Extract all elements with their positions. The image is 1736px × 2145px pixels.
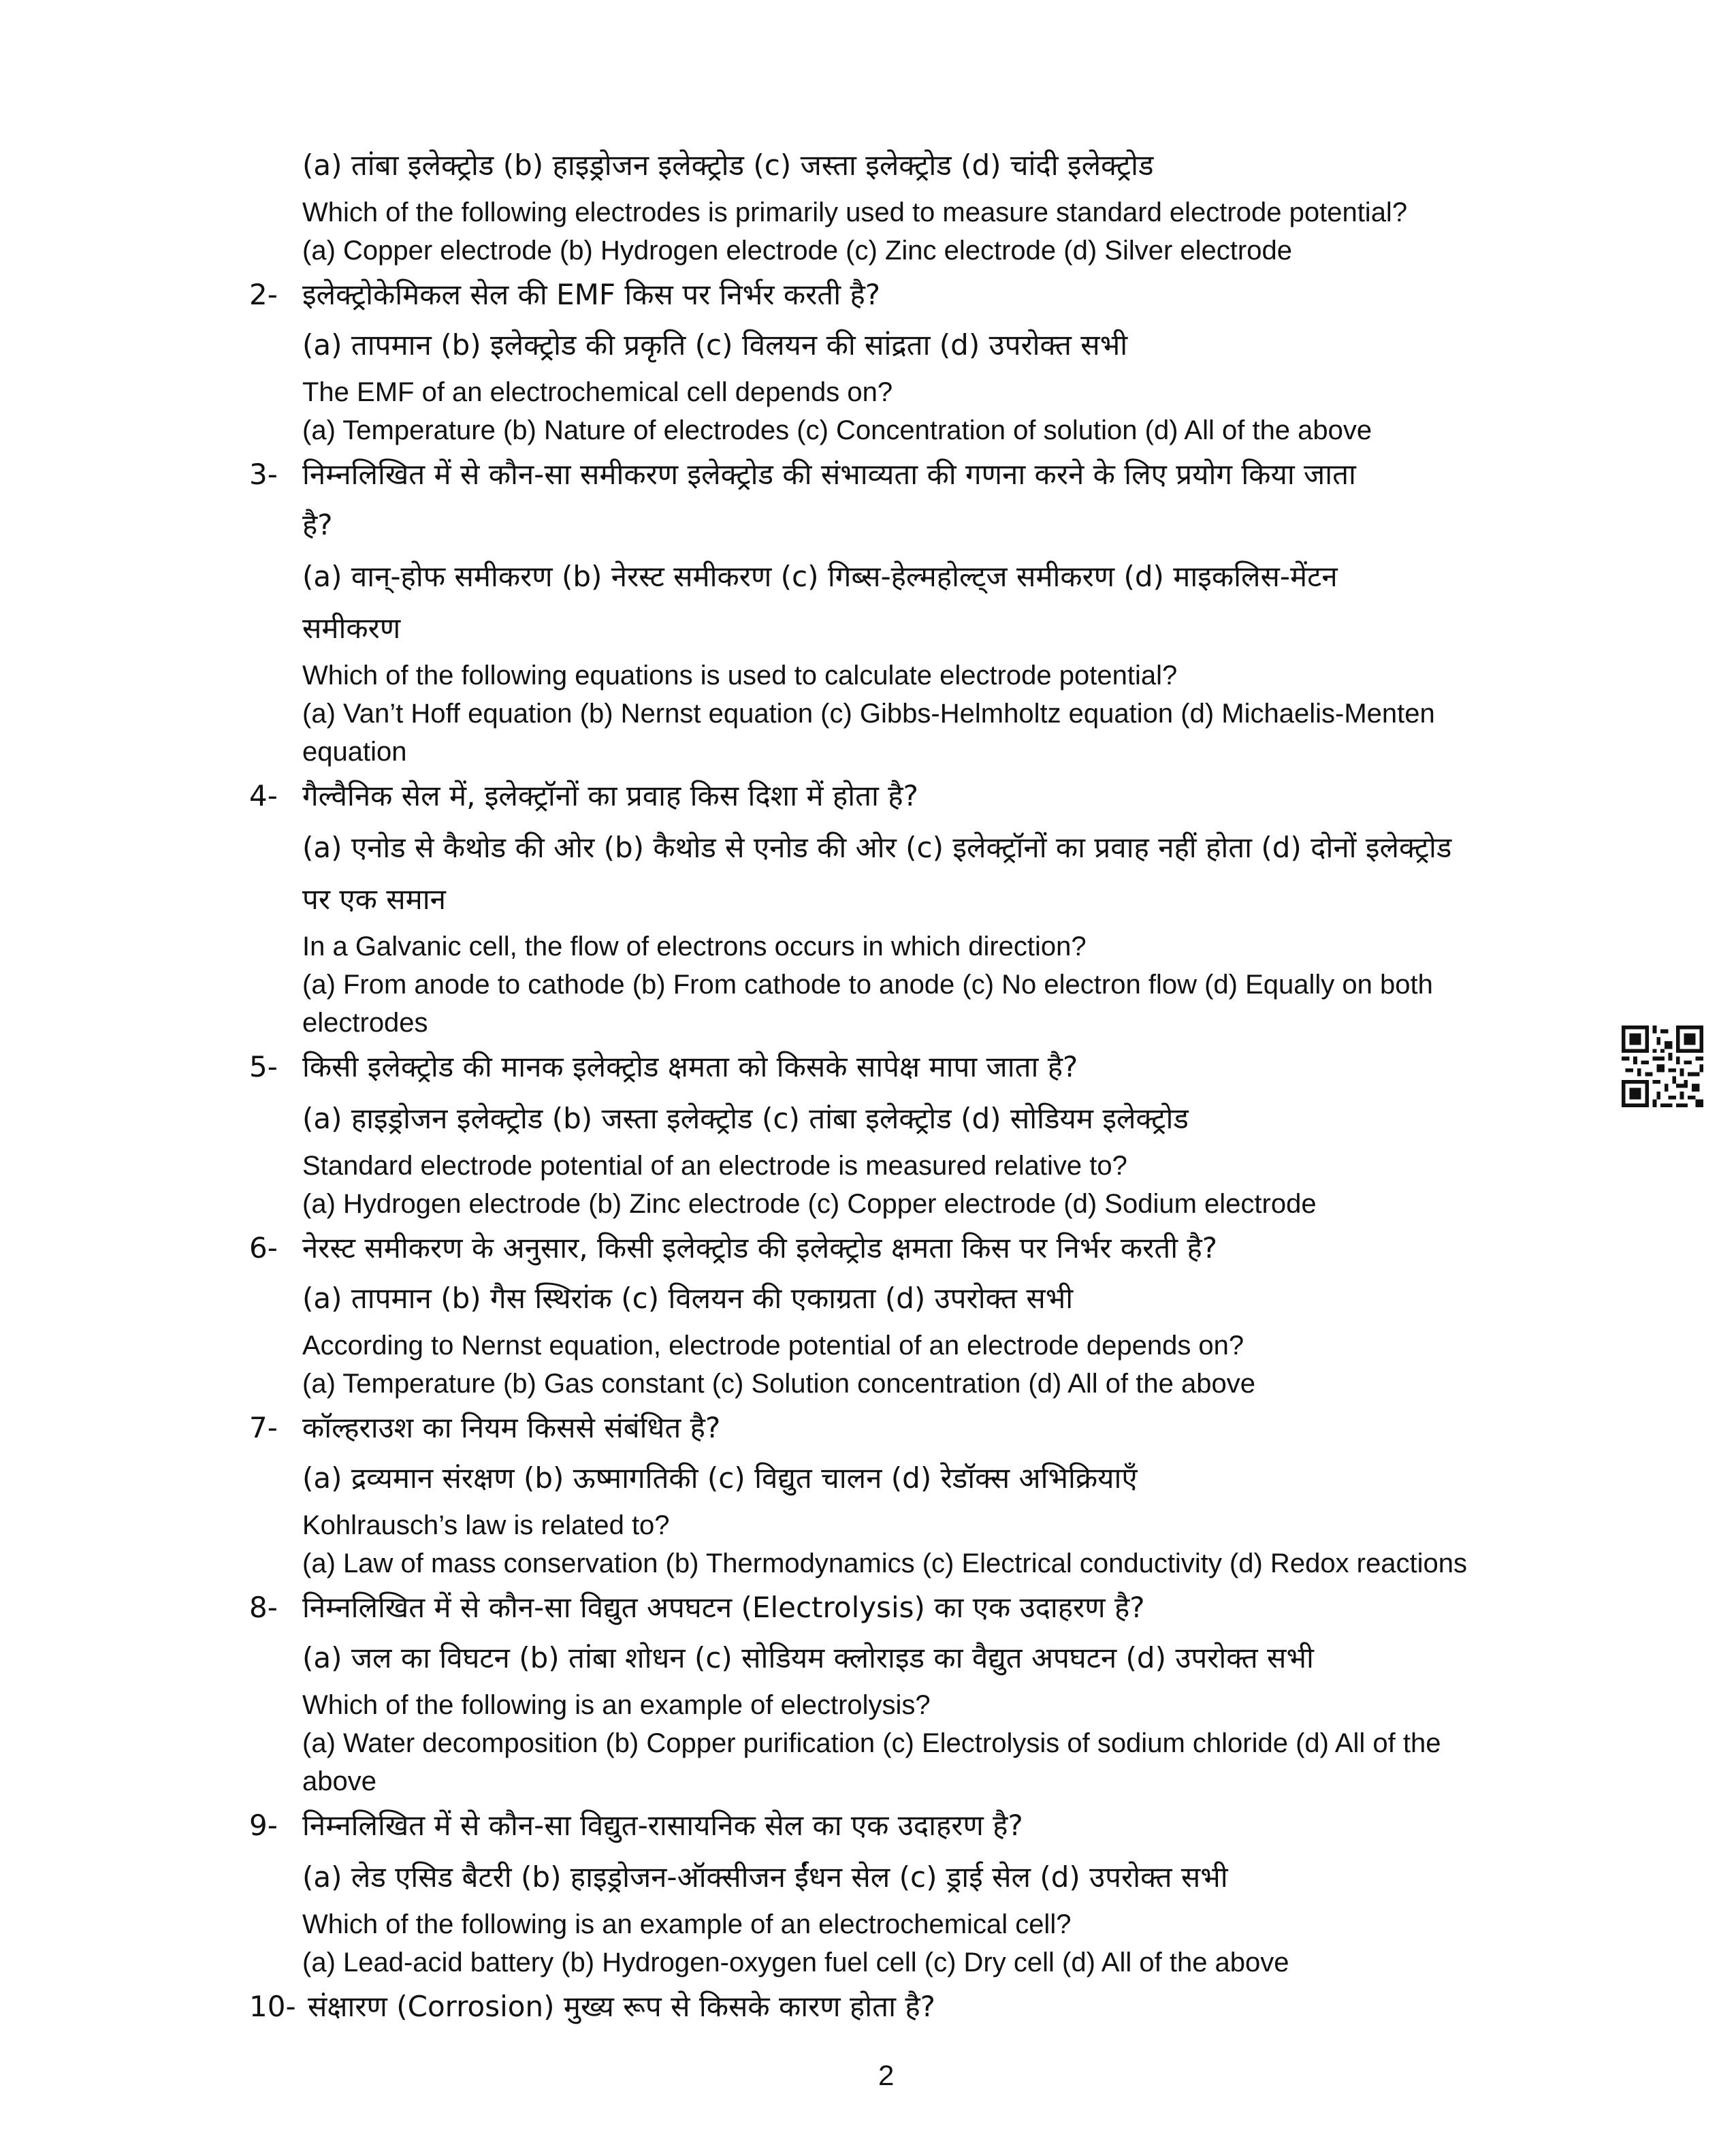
q2-options-hindi: (a) तापमान (b) इलेक्ट्रोड की प्रकृति (c) विलयन की सांद्रता (d) उपरोक्त सभी	[302, 328, 1128, 362]
q4-options-hindi-line2: पर एक समान	[302, 883, 446, 916]
q9-question-hindi: निम्नलिखित में से कौन-सा विद्युत-रासायनिक सेल का एक उदाहरण है?	[302, 1809, 1023, 1842]
q3-number: 3-	[249, 458, 278, 491]
q6-question-english: According to Nernst equation, electrode potential of an electrode depends on?	[302, 1331, 1244, 1361]
q8-options-hindi: (a) जल का विघटन (b) तांबा शोधन (c) सोडियम क्लोराइड का वैद्युत अपघटन (d) उपरोक्त सभी	[302, 1641, 1314, 1674]
q4-number: 4-	[249, 779, 278, 812]
q2-options-english: (a) Temperature (b) Nature of electrodes (c) Concentration of solution (d) All of the above	[302, 415, 1372, 445]
q4-options-hindi-line1: (a) एनोड से कैथोड की ओर (b) कैथोड से एनोड की ओर (c) इलेक्ट्रॉनों का प्रवाह नहीं होता (d) दोनों इलेक्ट्रोड	[302, 831, 1452, 864]
q7-options-hindi: (a) द्रव्यमान संरक्षण (b) ऊष्मागतिकी (c) विद्युत चालन (d) रेडॉक्स अभिक्रियाएँ	[302, 1461, 1138, 1495]
q8-options-english-line2: above	[302, 1766, 376, 1796]
q1-options-hindi: (a) तांबा इलेक्ट्रोड (b) हाइड्रोजन इलेक्ट्रोड (c) जस्ता इलेक्ट्रोड (d) चांदी इलेक्ट्रोड	[302, 148, 1154, 182]
qr-code-icon	[1622, 1026, 1703, 1107]
q2-question-hindi: इलेक्ट्रोकेमिकल सेल की EMF किस पर निर्भर करती है?	[302, 278, 881, 311]
q6-options-english: (a) Temperature (b) Gas constant (c) Solution concentration (d) All of the above	[302, 1369, 1255, 1399]
q9-options-english: (a) Lead-acid battery (b) Hydrogen-oxygen fuel cell (c) Dry cell (d) All of the above	[302, 1948, 1289, 1977]
q3-question-hindi-line1: निम्नलिखित में से कौन-सा समीकरण इलेक्ट्रोड की संभाव्यता की गणना करने के लिए प्रयोग किया जाता	[302, 458, 1356, 491]
page-number: 2	[878, 2059, 895, 2091]
q9-question-english: Which of the following is an example of an electrochemical cell?	[302, 1909, 1072, 1939]
q3-options-english-line2: equation	[302, 737, 407, 767]
q10-number: 10-	[249, 1990, 296, 2023]
q3-options-english-line1: (a) Van’t Hoff equation (b) Nernst equation (c) Gibbs-Helmholtz equation (d) Michaelis-Menten	[302, 699, 1435, 729]
q10-question-hindi: संक्षारण (Corrosion) मुख्य रूप से किसके कारण होता है?	[308, 1990, 935, 2023]
q8-options-english-line1: (a) Water decomposition (b) Copper purification (c) Electrolysis of sodium chloride (d) All of the	[302, 1728, 1441, 1758]
q2-question-english: The EMF of an electrochemical cell depends on?	[302, 377, 893, 407]
q8-question-hindi: निम्नलिखित में से कौन-सा विद्युत अपघटन (Electrolysis) का एक उदाहरण है?	[302, 1591, 1145, 1624]
q8-number: 8-	[249, 1591, 278, 1624]
q4-options-english-line1: (a) From anode to cathode (b) From cathode to anode (c) No electron flow (d) Equally on both	[302, 970, 1433, 1000]
q4-question-english: In a Galvanic cell, the flow of electrons occurs in which direction?	[302, 932, 1087, 962]
q3-question-english: Which of the following equations is used to calculate electrode potential?	[302, 661, 1178, 690]
q5-options-english: (a) Hydrogen electrode (b) Zinc electrode (c) Copper electrode (d) Sodium electrode	[302, 1189, 1317, 1219]
q3-options-hindi-line2: समीकरण	[302, 611, 401, 645]
q1-options-english: (a) Copper electrode (b) Hydrogen electrode (c) Zinc electrode (d) Silver electrode	[302, 236, 1292, 266]
q7-number: 7-	[249, 1411, 278, 1444]
q5-options-hindi: (a) हाइड्रोजन इलेक्ट्रोड (b) जस्ता इलेक्ट्रोड (c) तांबा इलेक्ट्रोड (d) सोडियम इलेक्ट्रोड	[302, 1102, 1189, 1135]
q4-options-english-line2: electrodes	[302, 1008, 428, 1038]
q5-question-hindi: किसी इलेक्ट्रोड की मानक इलेक्ट्रोड क्षमता को किसके सापेक्ष मापा जाता है?	[302, 1050, 1078, 1083]
q5-number: 5-	[249, 1050, 278, 1083]
q2-number: 2-	[249, 278, 278, 311]
q8-question-english: Which of the following is an example of electrolysis?	[302, 1690, 931, 1720]
q7-options-english: (a) Law of mass conservation (b) Thermodynamics (c) Electrical conductivity (d) Redox reactions	[302, 1548, 1467, 1578]
q3-options-hindi-line1: (a) वान्-होफ समीकरण (b) नेरस्ट समीकरण (c) गिब्स-हेल्महोल्ट्ज समीकरण (d) माइकलिस-मेंटन	[302, 560, 1338, 593]
q9-number: 9-	[249, 1809, 278, 1842]
q1-question-english: Which of the following electrodes is primarily used to measure standard electrode potential?	[302, 197, 1408, 227]
q5-question-english: Standard electrode potential of an electrode is measured relative to?	[302, 1151, 1127, 1181]
q9-options-hindi: (a) लेड एसिड बैटरी (b) हाइड्रोजन-ऑक्सीजन ईंधन सेल (c) ड्राई सेल (d) उपरोक्त सभी	[302, 1860, 1228, 1894]
q6-number: 6-	[249, 1231, 278, 1265]
q3-question-hindi-line2: है?	[302, 508, 333, 541]
q6-question-hindi: नेरस्ट समीकरण के अनुसार, किसी इलेक्ट्रोड की इलेक्ट्रोड क्षमता किस पर निर्भर करती है?	[302, 1231, 1218, 1265]
q4-question-hindi: गैल्वैनिक सेल में, इलेक्ट्रॉनों का प्रवाह किस दिशा में होता है?	[302, 779, 918, 812]
q6-options-hindi: (a) तापमान (b) गैस स्थिरांक (c) विलयन की एकाग्रता (d) उपरोक्त सभी	[302, 1282, 1074, 1315]
q7-question-hindi: कॉल्हराउश का नियम किससे संबंधित है?	[302, 1411, 721, 1444]
q7-question-english: Kohlrausch’s law is related to?	[302, 1510, 670, 1540]
